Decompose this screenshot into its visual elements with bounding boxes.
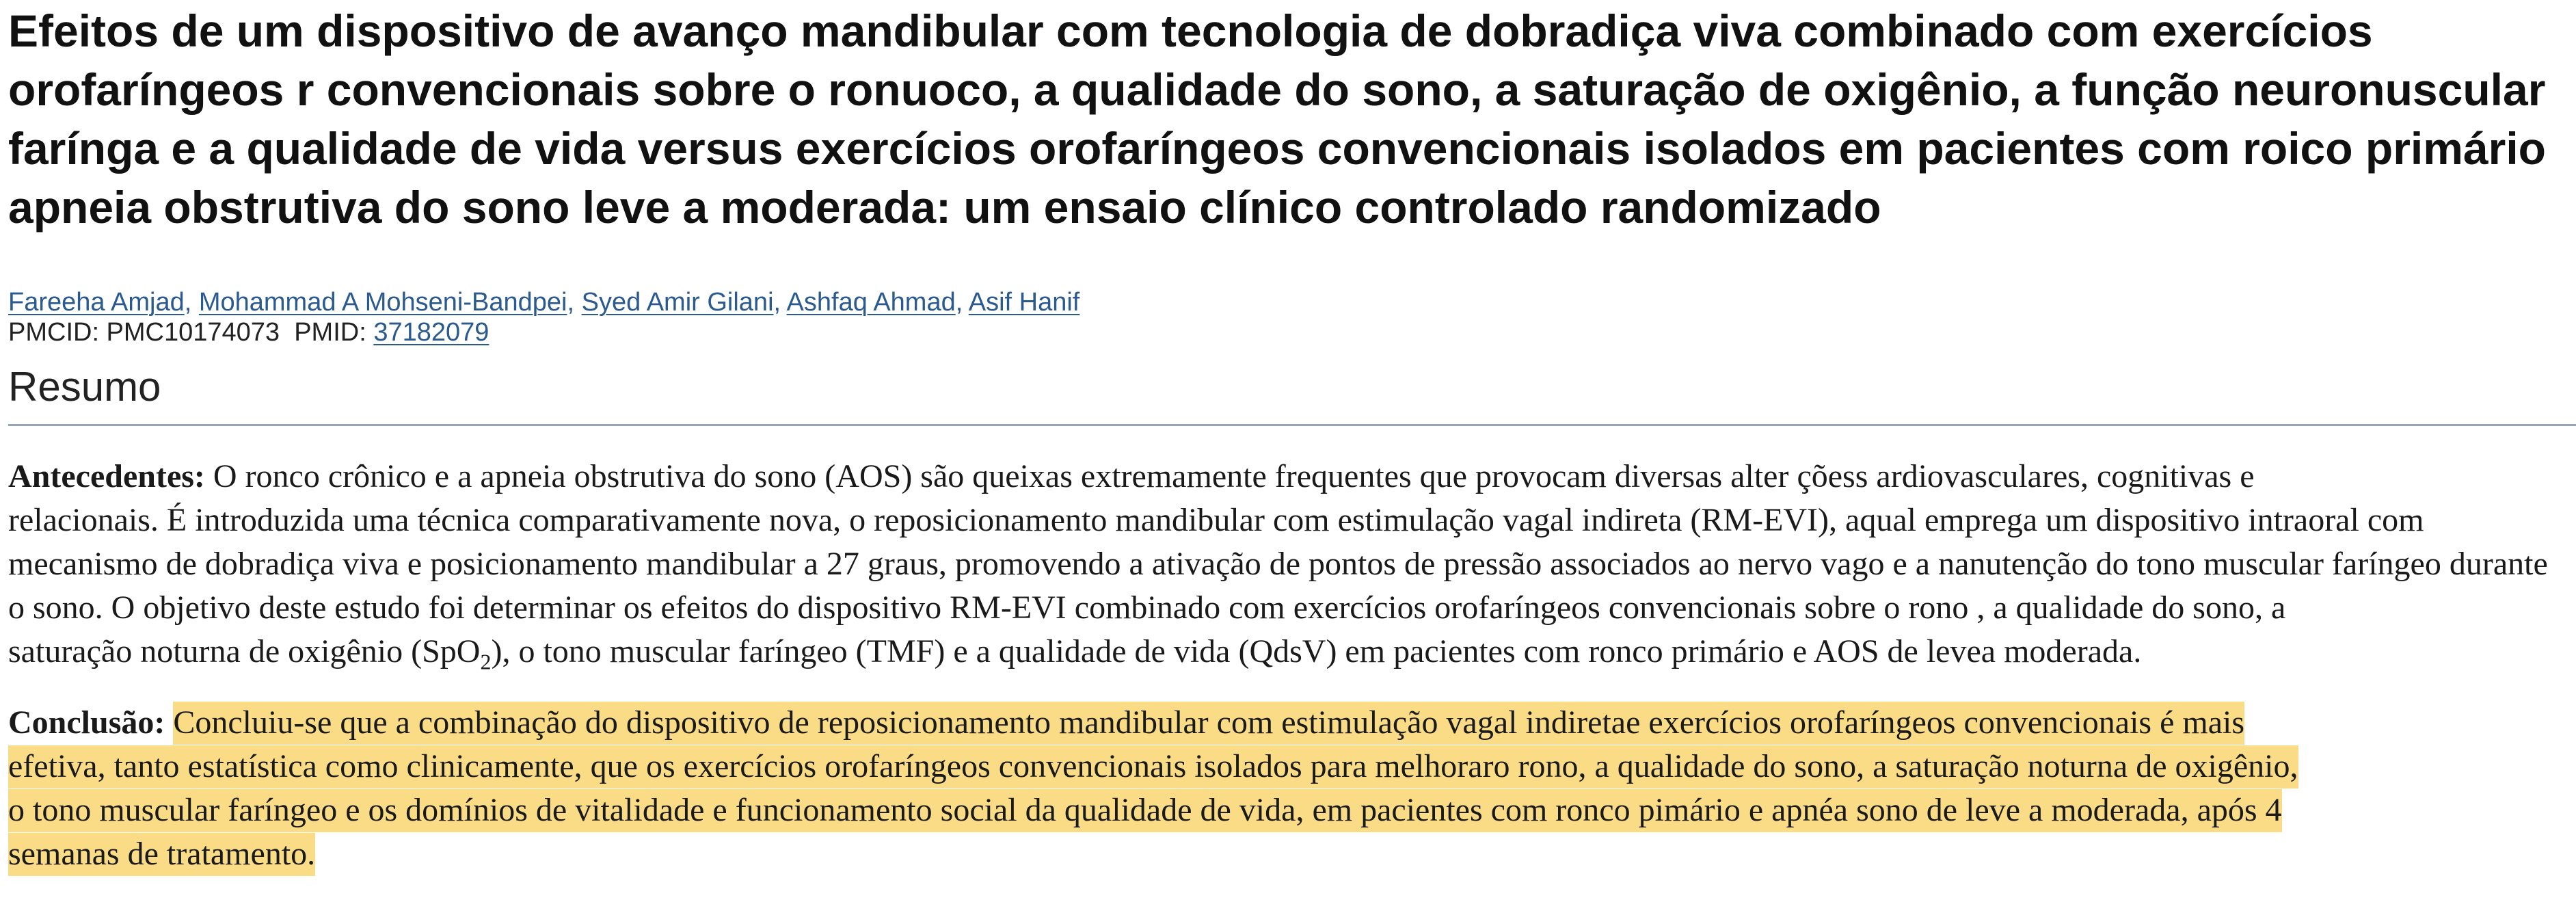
background-line-3: mecanismo de dobradiça viva e posicionamento mandibular a 27 graus, promovendo a ativação de pontos de pressão associados ao nervo vago e a nanutenção do tono muscular faríngeo durante (8, 546, 2548, 582)
title-line-2: orofaríngeos r convencionais sobre o ronuoco, a qualidade do sono, a saturação de oxigênio, a função neuronuscular (8, 64, 2546, 115)
author-list (8, 287, 2576, 317)
article-title (8, 0, 2576, 237)
author-link-gilani[interactable]: Syed Amir Gilani (581, 288, 774, 317)
pmid-label: PMID: (294, 318, 366, 347)
background-paragraph (8, 455, 2576, 674)
title-line-3: farínga e a qualidade de vida versus exercícios orofaríngeos convencionais isolados em pacientes com roico primário (8, 123, 2546, 174)
background-text-1: O ronco crônico e a apneia obstrutiva do sono (AOS) são queixas extremamente frequentes que provocam diversas alter çõess ardiovasculares, cognitivas e (204, 458, 2255, 494)
conclusion-paragraph (8, 701, 2576, 876)
pmid-link[interactable]: 37182079 (373, 318, 489, 347)
conclusion-highlight-4: semanas de tratamento. (8, 833, 315, 876)
background-line-2: relacionais. É introduzida uma técnica comparativamente nova, o reposicionamento mandibular com estimulação vagal indireta (RM-EVI), aqual emprega um dispositivo intraoral com (8, 502, 2424, 538)
conclusion-line-3 (8, 788, 2576, 832)
author-separator: , (955, 288, 969, 317)
abstract-heading: Resumo (8, 364, 161, 410)
author-link-mohseni-bandpei[interactable]: Mohammad A Mohseni-Bandpei (198, 288, 567, 317)
conclusion-line-2 (8, 745, 2576, 788)
title-line-4: apneia obstrutiva do sono leve a moderada: um ensaio clínico controlado randomizado (8, 182, 1881, 233)
spo2-subscript: 2 (480, 649, 492, 674)
conclusion-highlight-1: Concluiu-se que a combinação do dispositivo de reposicionamento mandibular com estimulação vagal indiretae exercícios orofaríngeos convencionais é mais (173, 702, 2244, 745)
conclusion-highlight-3: o tono muscular faríngeo e os domínios de vitalidade e funcionamento social da qualidade de vida, em pacientes com ronco pimário e apnéa sono de leve a moderada, após 4 (8, 789, 2282, 832)
section-divider (8, 424, 2576, 426)
article-page (8, 0, 2576, 902)
author-link-hanif[interactable]: Asif Hanif (968, 288, 1080, 317)
author-separator: , (567, 288, 582, 317)
author-link-ahmad[interactable]: Ashfaq Ahmad (786, 288, 956, 317)
background-line-5 (8, 630, 2576, 674)
background-line-4: o sono. O objetivo deste estudo foi determinar os efeitos do dispositivo RM-EVI combinado com exercícios orofaríngeos convencionais sobre o rono , a qualidade do sono, a (8, 589, 2286, 626)
author-separator: , (184, 288, 199, 317)
author-separator: , (773, 288, 787, 317)
article-identifiers (8, 317, 2576, 347)
title-line-1: Efeitos de um dispositivo de avanço mandibular com tecnologia de dobradiça viva combinado com exercícios (8, 5, 2373, 56)
conclusion-line-4 (8, 832, 2576, 876)
conclusion-highlight-2: efetiva, tanto estatística como clinicamente, que os exercícios orofaríngeos convencionais isolados para melhoraro rono, a qualidade do sono, a saturação noturna de oxigênio, (8, 745, 2298, 788)
author-link-amjad[interactable]: Fareeha Amjad (8, 288, 185, 317)
conclusion-label: Conclusão: (8, 704, 165, 741)
conclusion-line-1 (8, 701, 2576, 745)
background-label: Antecedentes: (8, 458, 205, 494)
background-text-5a: saturação noturna de oxigênio (SpO (8, 633, 481, 669)
background-line-1 (8, 455, 2576, 499)
pmcid-text: PMCID: PMC10174073 (8, 318, 280, 347)
background-text-5b: ), o tono muscular faríngeo (TMF) e a qualidade de vida (QdsV) em pacientes com ronco primário e AOS de levea moderada. (491, 633, 2142, 669)
